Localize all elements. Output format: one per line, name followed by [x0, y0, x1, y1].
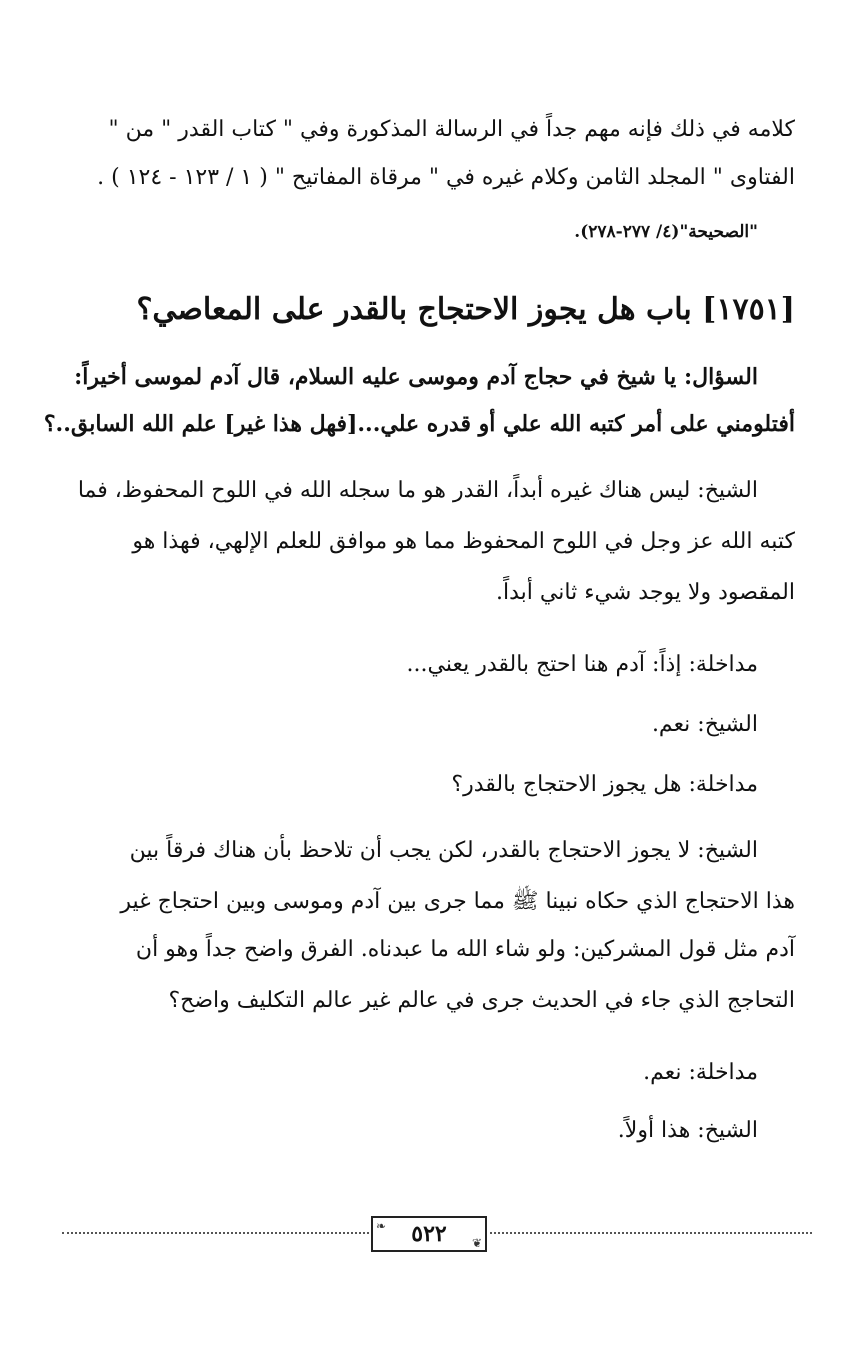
answer1-line-3: المقصود ولا يوجد شيء ثاني أبداً.	[496, 580, 795, 605]
intervention-1: مداخلة: إذاً: آدم هنا احتج بالقدر يعني...	[406, 652, 758, 677]
ornament-left-icon: ❧	[376, 1219, 387, 1233]
answer1-line-1: الشيخ: ليس هناك غيره أبداً، القدر هو ما سجله الله في اللوح المحفوظ، فما	[77, 478, 758, 503]
intervention-2: مداخلة: هل يجوز الاحتجاج بالقدر؟	[451, 772, 758, 797]
answer2-line-2: هذا الاحتجاج الذي حكاه نبينا ﷺ مما جرى بين آدم وموسى وبين احتجاج غير	[120, 889, 795, 914]
footer-rule-left	[62, 1232, 369, 1234]
footer-rule-right	[485, 1232, 812, 1234]
answer2-line-1: الشيخ: لا يجوز الاحتجاج بالقدر، لكن يجب أن تلاحظ بأن هناك فرقاً بين	[129, 838, 758, 863]
question-line-2: أفتلومني على أمر كتبه الله علي أو قدره علي...[فهل هذا غير] علم الله السابق..؟	[43, 411, 795, 437]
answer2-line-3: آدم مثل قول المشركين: ولو شاء الله ما عبدناه. الفرق واضح جداً وهو أن	[135, 937, 795, 962]
ornament-right-icon: ❦	[471, 1236, 482, 1250]
intervention-3: مداخلة: نعم.	[643, 1060, 758, 1085]
page-number: ٥٢٢	[411, 1221, 447, 1247]
answer2-line-4: التحاجج الذي جاء في الحديث جرى في عالم غير عالم التكليف واضح؟	[168, 988, 795, 1013]
page-number-box	[371, 1216, 487, 1252]
question-line-1: السؤال: يا شيخ في حجاج آدم وموسى عليه السلام، قال آدم لموسى أخيراً:	[74, 364, 758, 390]
footnote-line-1: كلامه في ذلك فإنه مهم جداً في الرسالة المذكورة وفي " كتاب القدر " من "	[108, 117, 795, 142]
chapter-heading: [١٧٥١] باب هل يجوز الاحتجاج بالقدر على المعاصي؟	[136, 292, 795, 327]
sheikh-reply-1: الشيخ: نعم.	[651, 712, 758, 737]
footnote-source: "الصحيحة"(٤/ ٢٧٧-٢٧٨).	[574, 222, 758, 242]
footnote-line-2: الفتاوى " المجلد الثامن وكلام غيره في " مرقاة المفاتيح " ( ١ / ١٢٣ - ١٢٤ ) .	[97, 165, 795, 190]
sheikh-reply-2: الشيخ: هذا أولاً.	[617, 1118, 758, 1143]
answer1-line-2: كتبه الله عز وجل في اللوح المحفوظ مما هو موافق للعلم الإلهي، فهذا هو	[132, 529, 795, 554]
